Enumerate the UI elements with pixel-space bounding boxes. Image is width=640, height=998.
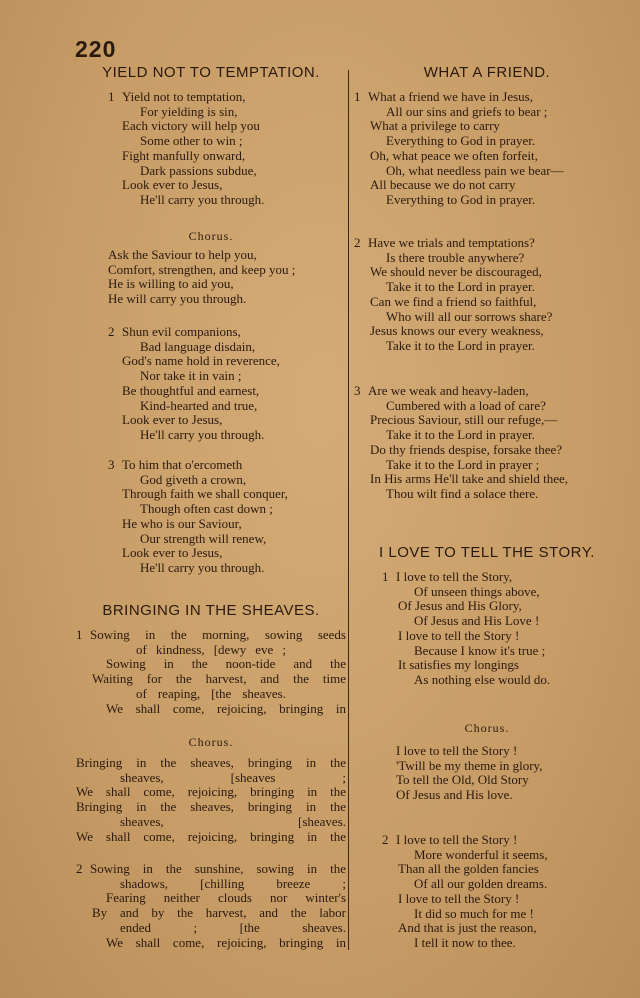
verse-line: We shall come, rejoicing, bringing in: [106, 934, 346, 950]
verse-line: Take it to the Lord in prayer.: [386, 279, 535, 295]
verse-line: Cumbered with a load of care?: [386, 397, 546, 413]
chorus-label: Chorus.: [464, 721, 510, 735]
chorus-heading: [76, 228, 346, 244]
verse-line: I love to tell the Story,: [396, 569, 513, 584]
verse-line: By and by the harvest, and the labor: [92, 905, 346, 921]
verse-line: Sowing in the noon-tide and the: [106, 656, 346, 672]
chorus-line: Of Jesus and His love.: [396, 787, 513, 803]
verse-line: Thou wilt find a solace there.: [386, 485, 539, 501]
chorus-line: Bringing in the sheaves, bringing in the: [76, 799, 346, 815]
hymn-title: I LOVE TO TELL THE STORY.: [379, 544, 595, 561]
verse-line: Have we trials and temptations?: [368, 235, 535, 250]
chorus-label: Chorus.: [188, 735, 234, 749]
verse-line: Bad language disdain,: [140, 338, 256, 354]
verse-line: Sowing in the morning, sowing seeds: [90, 627, 346, 642]
verse-line: And that is just the reason,: [398, 920, 537, 936]
verse-line: God giveth a crown,: [140, 471, 247, 487]
verse-line: Fight manfully onward,: [122, 147, 246, 163]
verse-line: shadows, [chilling breeze ;: [120, 875, 346, 891]
verse-2: [382, 833, 548, 951]
verse-number: 1: [382, 569, 389, 584]
chorus-line: sheaves, [sheaves ;: [120, 769, 346, 785]
verse-line: Kind-hearted and true,: [140, 397, 258, 413]
verse-line: For yielding is sin,: [140, 103, 238, 119]
hymn-title: WHAT A FRIEND.: [423, 64, 551, 81]
chorus-line: He is willing to aid you,: [108, 276, 234, 292]
verse-line: I love to tell the Story !: [398, 890, 520, 906]
verse-line: Sowing in the sunshine, sowing in the: [90, 861, 346, 876]
chorus-heading: [352, 720, 622, 736]
verse-line: Though often cast down ;: [140, 501, 273, 517]
verse-line: Is there trouble anywhere?: [386, 249, 525, 265]
verse-line: What a privilege to carry: [370, 118, 500, 134]
verse-number: 2: [108, 324, 115, 339]
chorus-line: To tell the Old, Old Story: [396, 772, 529, 788]
chorus-line: He will carry you through.: [108, 291, 247, 307]
hymn-i-love-to-tell-the-story: [352, 544, 622, 562]
chorus: [396, 744, 542, 803]
verse-line: Jesus knows our every weakness,: [370, 323, 544, 339]
verse-1: [354, 90, 564, 208]
hymn-title: YIELD NOT TO TEMPTATION.: [102, 64, 320, 81]
verse-line: Of Jesus and His Love !: [414, 613, 540, 629]
verse-line: Oh, what needless pain we bear—: [386, 162, 564, 178]
verse-line: Some other to win ;: [140, 133, 243, 149]
chorus-line: We shall come, rejoicing, bringing in the: [76, 828, 346, 844]
verse-line: Everything to God in prayer.: [386, 133, 536, 149]
verse-line: Nor take it in vain ;: [140, 368, 242, 384]
verse-line: He'll carry you through.: [140, 426, 265, 442]
verse-line: It satisfies my longings: [398, 657, 519, 673]
verse-line: of reaping, [the sheaves.: [136, 685, 286, 701]
verse-number: 2: [382, 832, 389, 847]
hymn-title: BRINGING IN THE SHEAVES.: [102, 602, 320, 619]
verse-line: Who will all our sorrows share?: [386, 308, 553, 324]
verse-line: We shall come, rejoicing, bringing in: [106, 700, 346, 716]
verse-line: Everything to God in prayer.: [386, 191, 536, 207]
verse-line: I love to tell the Story !: [398, 627, 520, 643]
verse-number: 1: [354, 89, 361, 104]
verse-line: Look ever to Jesus,: [122, 545, 223, 561]
verse-line: It did so much for me !: [414, 905, 534, 921]
verse-line: Each victory will help you: [122, 118, 260, 134]
chorus-line: Bringing in the sheaves, bringing in the: [76, 755, 346, 770]
verse-line: Take it to the Lord in prayer.: [386, 337, 535, 353]
verse-line: He who is our Saviour,: [122, 515, 242, 531]
verse-2: [108, 325, 280, 443]
verse-line: Take it to the Lord in prayer ;: [386, 456, 540, 472]
verse-line: Fearing neither clouds nor winter's: [106, 890, 346, 906]
verse-2: [76, 862, 346, 950]
verse-line: Oh, what peace we often forfeit,: [370, 147, 538, 163]
verse-2: [354, 236, 552, 354]
verse-line: Yield not to temptation,: [122, 89, 246, 104]
verse-number: 2: [76, 861, 83, 876]
verse-line: Can we find a friend so faithful,: [370, 293, 537, 309]
verse-line: Do thy friends despise, forsake thee?: [370, 441, 563, 457]
verse-line: of kindness, [dewy eve ;: [136, 641, 286, 657]
chorus-line: I love to tell the Story !: [396, 743, 518, 758]
verse-line: Because I know it's true ;: [414, 642, 546, 658]
chorus-line: sheaves, [sheaves.: [120, 813, 346, 829]
verse-line: Look ever to Jesus,: [122, 412, 223, 428]
chorus-line: Ask the Saviour to help you,: [108, 247, 257, 262]
verse-line: ended ; [the sheaves.: [120, 919, 346, 935]
verse-line: I tell it now to thee.: [414, 934, 516, 950]
verse-number: 1: [108, 89, 115, 104]
verse-line: He'll carry you through.: [140, 559, 265, 575]
verse-line: God's name hold in reverence,: [122, 353, 280, 369]
verse-line: Take it to the Lord in prayer.: [386, 427, 535, 443]
verse-line: Dark passions subdue,: [140, 162, 257, 178]
verse-line: More wonderful it seems,: [414, 846, 548, 862]
column-divider: [348, 70, 349, 950]
verse-line: Of Jesus and His Glory,: [398, 598, 522, 614]
verse-line: Look ever to Jesus,: [122, 177, 223, 193]
chorus: [76, 756, 346, 844]
verse-number: 3: [108, 457, 115, 472]
verse-line: Through faith we shall conquer,: [122, 486, 288, 502]
chorus-line: 'Twill be my theme in glory,: [396, 757, 543, 773]
verse-1: [76, 628, 346, 716]
chorus-line: Comfort, strengthen, and keep you ;: [108, 261, 296, 277]
hymn-yield-not-to-temptation: [76, 64, 346, 82]
verse-line: Are we weak and heavy-laden,: [368, 383, 529, 398]
chorus-label: Chorus.: [188, 229, 234, 243]
chorus-heading: [76, 734, 346, 750]
verse-line: Be thoughtful and earnest,: [122, 382, 260, 398]
chorus-line: We shall come, rejoicing, bringing in the: [76, 784, 346, 800]
verse-number: 2: [354, 235, 361, 250]
verse-line: He'll carry you through.: [140, 191, 265, 207]
hymn-what-a-friend: [352, 64, 622, 82]
verse-line: Than all the golden fancies: [398, 861, 539, 877]
verse-line: In His arms He'll take and shield thee,: [370, 471, 569, 487]
verse-number: 1: [76, 627, 83, 642]
verse-1: [382, 570, 550, 688]
verse-line: Our strength will renew,: [140, 530, 267, 546]
verse-line: Of unseen things above,: [414, 583, 540, 599]
verse-3: [108, 458, 288, 576]
hymn-bringing-in-the-sheaves: [76, 602, 346, 620]
verse-line: Waiting for the harvest, and the time: [92, 671, 346, 687]
verse-line: As nothing else would do.: [414, 671, 551, 687]
verse-1: [108, 90, 264, 208]
verse-line: We should never be discouraged,: [370, 264, 542, 280]
verse-line: To him that o'ercometh: [122, 457, 243, 472]
verse-line: All our sins and griefs to bear ;: [386, 103, 548, 119]
verse-3: [354, 384, 568, 502]
verse-line: Precious Saviour, still our refuge,—: [370, 412, 558, 428]
verse-number: 3: [354, 383, 361, 398]
verse-line: I love to tell the Story !: [396, 832, 518, 847]
verse-line: Shun evil companions,: [122, 324, 241, 339]
page-number: 220: [75, 36, 117, 62]
verse-line: All because we do not carry: [370, 177, 516, 193]
verse-line: What a friend we have in Jesus,: [368, 89, 533, 104]
chorus: [108, 248, 295, 307]
verse-line: Of all our golden dreams.: [414, 876, 548, 892]
